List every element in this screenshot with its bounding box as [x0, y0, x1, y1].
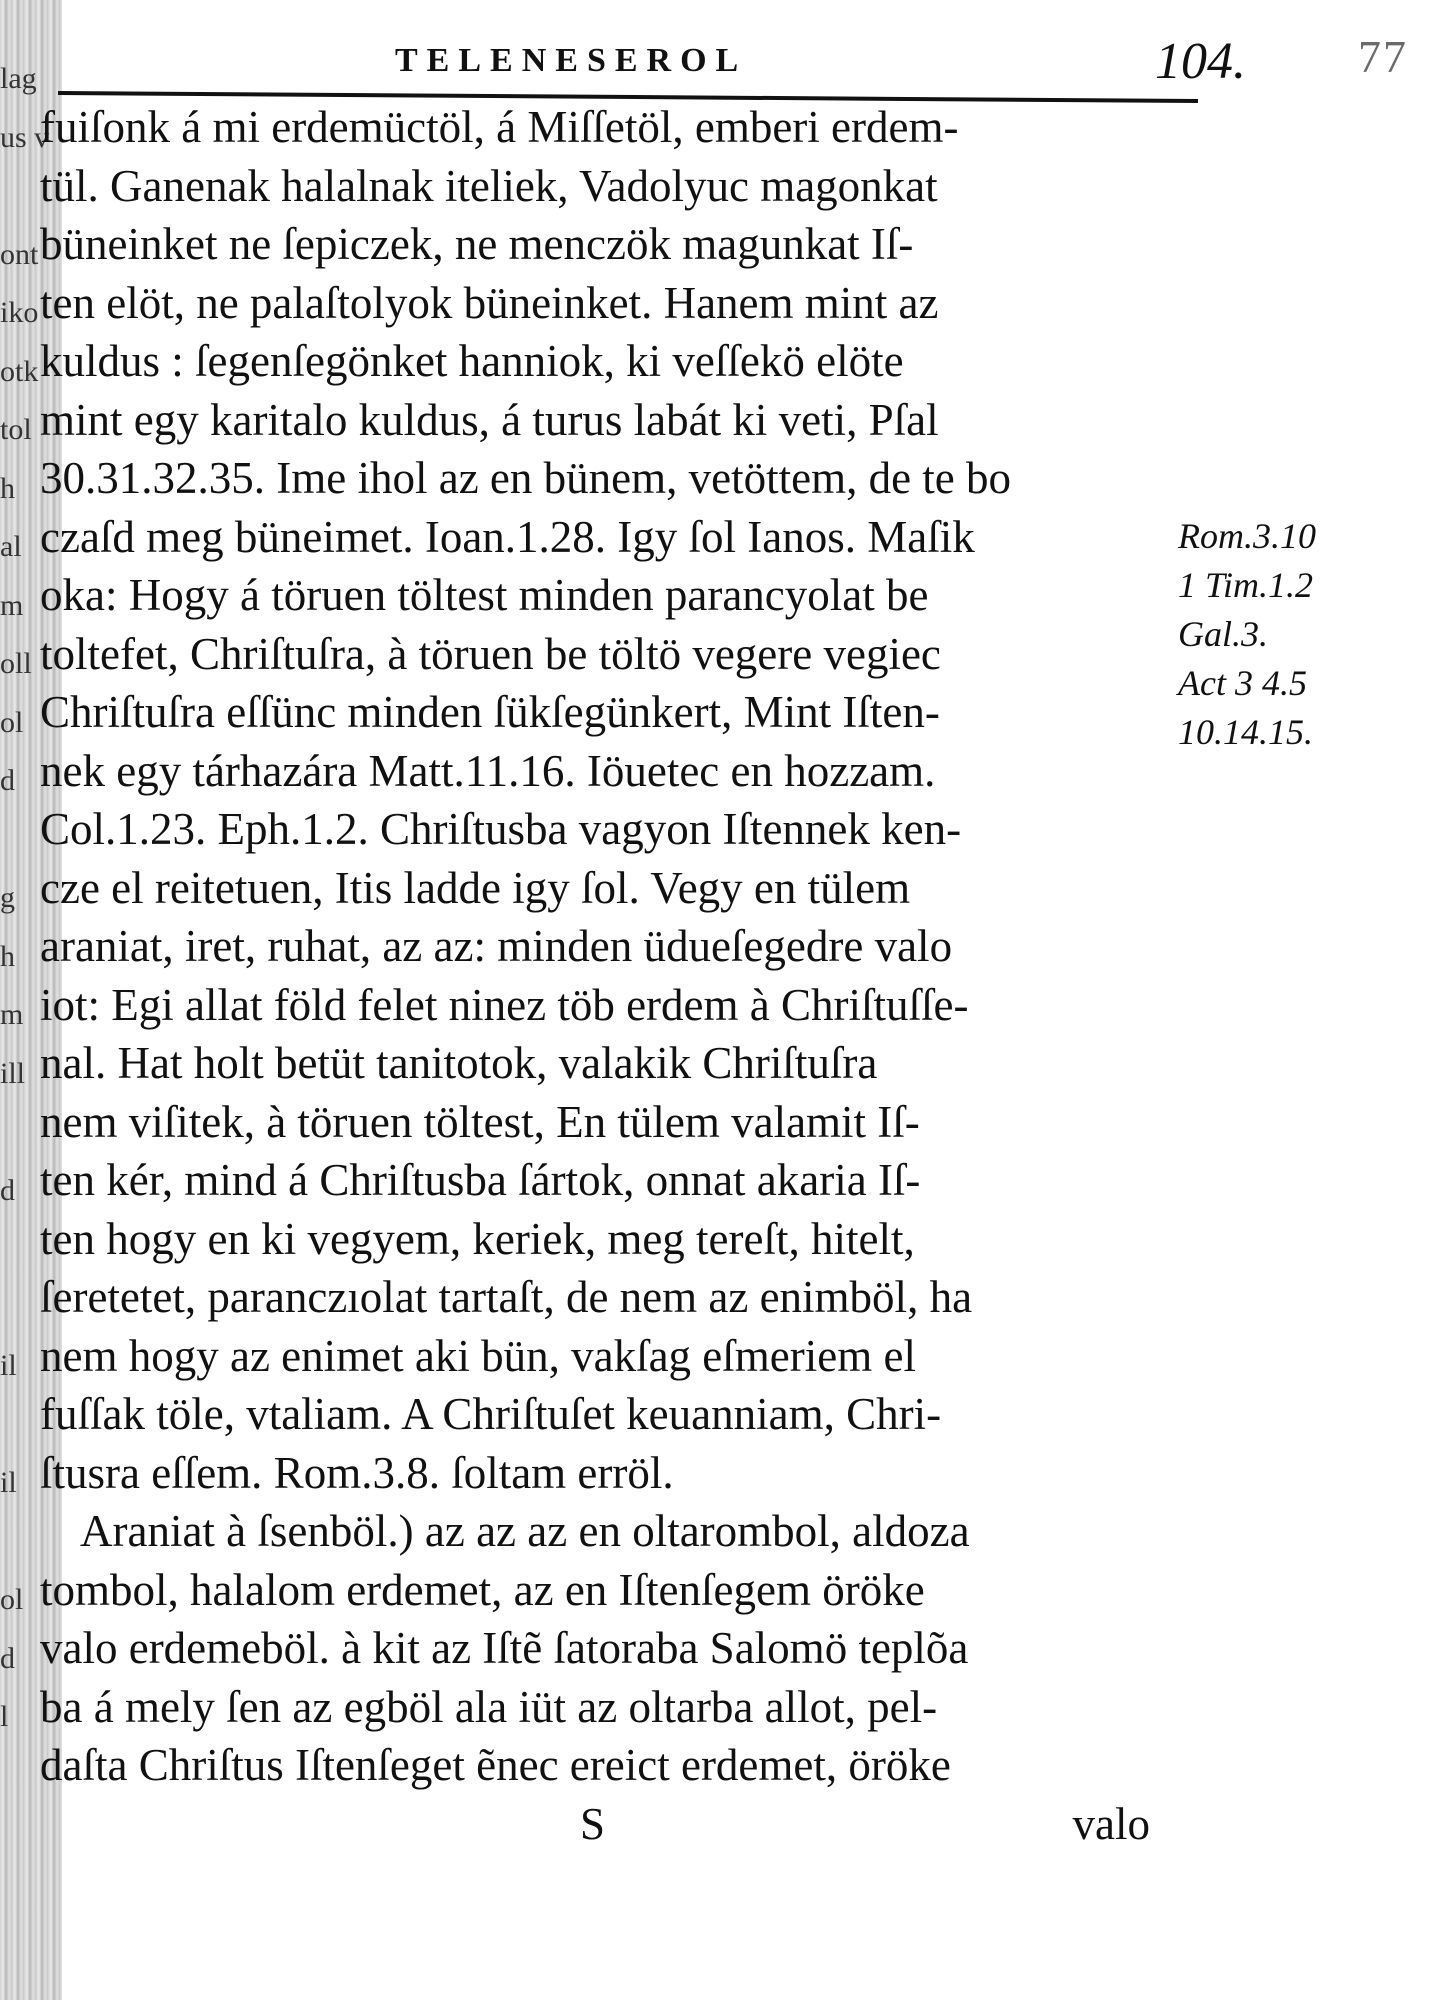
margin-note: 10.14.15.	[1178, 712, 1313, 752]
gutter-fragment: al	[0, 530, 22, 563]
text-line: nek egy tárhazára Matt.11.16. Iöuetec en hozzam.	[40, 745, 936, 796]
text-line: kuldus : ſegenſegönket hanniok, ki veſſekö elöte	[40, 336, 904, 386]
gutter-fragment: m	[0, 998, 24, 1031]
margin-note: Rom.3.10	[1178, 516, 1316, 556]
text-line: fuſſak töle, vtaliam. A Chriſtuſet keuanniam, Chri-	[40, 1389, 942, 1439]
text-line: ſtusra eſſem. Rom.3.8. ſoltam erröl.	[40, 1447, 674, 1498]
page-header	[60, 28, 1246, 98]
text-line: ba á mely ſen az egböl ala iüt az oltarba allot, pel-	[40, 1681, 938, 1732]
gutter-fragment: otk	[0, 354, 39, 388]
gutter-fragment: d	[0, 1641, 15, 1675]
text-line: 30.31.32.35. Ime ihol az en bünem, vetöttem, de te bo	[40, 453, 1012, 503]
text-line: mint egy karitalo kuldus, á turus labát ki veti, Pſal	[40, 394, 939, 445]
gutter-fragment: l	[0, 1700, 9, 1733]
gutter-fragment: ill	[0, 1056, 26, 1090]
margin-note: 1 Tim.1.2	[1178, 565, 1314, 605]
catchword: valo	[1072, 1798, 1150, 1849]
gutter-fragment: us v	[0, 120, 50, 154]
text-line: Chriſtuſra eſſünc minden ſükſegünkert, Mint Iſten-	[40, 687, 940, 737]
text-line: ten elöt, ne palaſtolyok büneinket. Hanem mint az	[40, 277, 939, 328]
text-line: Araniat à ſsenböl.) az az az en oltarombol, aldoza	[80, 1506, 970, 1556]
running-head: TELENESEROL	[395, 42, 748, 79]
text-line: toltefet, Chriſtuſra, à töruen be töltö vegere vegiec	[40, 628, 941, 679]
page-number: 104.	[1155, 33, 1246, 90]
text-line: ten hogy en ki vegyem, keriek, meg tereſt, hitelt,	[40, 1213, 915, 1264]
text-line: czaſd meg büneimet. Ioan.1.28. Igy ſol Ianos. Maſik	[40, 511, 975, 562]
gutter-fragment: il	[0, 1349, 17, 1382]
text-line: Col.1.23. Eph.1.2. Chriſtusba vagyon Iſtennek ken-	[40, 804, 962, 854]
gutter-fragment: lag	[0, 62, 37, 95]
text-line: nem hogy az enimet aki bün, vakſag eſmeriem el	[40, 1330, 916, 1381]
corner-handwritten-mark: 77	[1358, 31, 1408, 82]
text-line: tül. Ganenak halalnak iteliek, Vadolyuc magonkat	[40, 160, 938, 211]
text-line: nal. Hat holt betüt tanitotok, valakik Chriſtuſra	[40, 1038, 878, 1088]
gutter-fragment: m	[0, 588, 24, 622]
text-line: daſta Chriſtus Iſtenſeget ẽnec ereict erdemet, öröke	[40, 1740, 951, 1790]
gutter-fragment: h	[0, 471, 15, 505]
text-line: büneinket ne ſepiczek, ne menczök magunkat Iſ-	[40, 219, 914, 269]
gutter-fragment: g	[0, 881, 15, 914]
gutter-fragment: tol	[0, 413, 32, 446]
text-line: iot: Egi allat föld felet ninez töb erdem à Chriſtuſſe-	[40, 979, 969, 1030]
gutter-fragment: oll	[0, 647, 32, 680]
body-text	[40, 98, 1170, 1853]
gutter-fragment: ol	[0, 1583, 24, 1616]
text-line: fuiſonk á mi erdemüctöl, á Miſſetöl, emberi erdem-	[40, 102, 959, 152]
text-line: cze el reitetuen, Itis ladde igy ſol. Vegy en tülem	[40, 862, 911, 913]
text-line: valo erdemeböl. à kit az Iſtẽ ſatoraba Salomö teplõa	[40, 1623, 969, 1673]
gutter-fragment: d	[0, 764, 15, 797]
gutter-fragment: h	[0, 939, 15, 973]
margin-note: Gal.3.	[1178, 614, 1268, 654]
gutter-fragment	[0, 1864, 56, 1923]
gutter-fragment: il	[0, 1466, 17, 1499]
text-line: ten kér, mind á Chriſtusba ſártok, onnat akaria Iſ-	[40, 1155, 921, 1205]
margin-note: Act 3 4.5	[1178, 663, 1307, 703]
text-line: oka: Hogy á töruen töltest minden parancyolat be	[40, 570, 929, 620]
gutter-fragment: ont	[0, 237, 39, 271]
signature-mark: S	[580, 1798, 606, 1849]
gutter-fragment: iko	[0, 296, 39, 329]
text-line: araniat, iret, ruhat, az az: minden üdueſegedre valo	[40, 921, 953, 971]
text-line: nem viſitek, à töruen töltest, En tülem valamit Iſ-	[40, 1096, 920, 1147]
text-line: tombol, halalom erdemet, az en Iſtenſegem öröke	[40, 1564, 925, 1615]
margin-notes	[1178, 512, 1418, 757]
gutter-fragment: d	[0, 1173, 15, 1207]
text-line: ſeretetet, paranczıolat tartaſt, de nem az enimböl, ha	[40, 1272, 973, 1322]
gutter-fragment: ol	[0, 705, 24, 739]
